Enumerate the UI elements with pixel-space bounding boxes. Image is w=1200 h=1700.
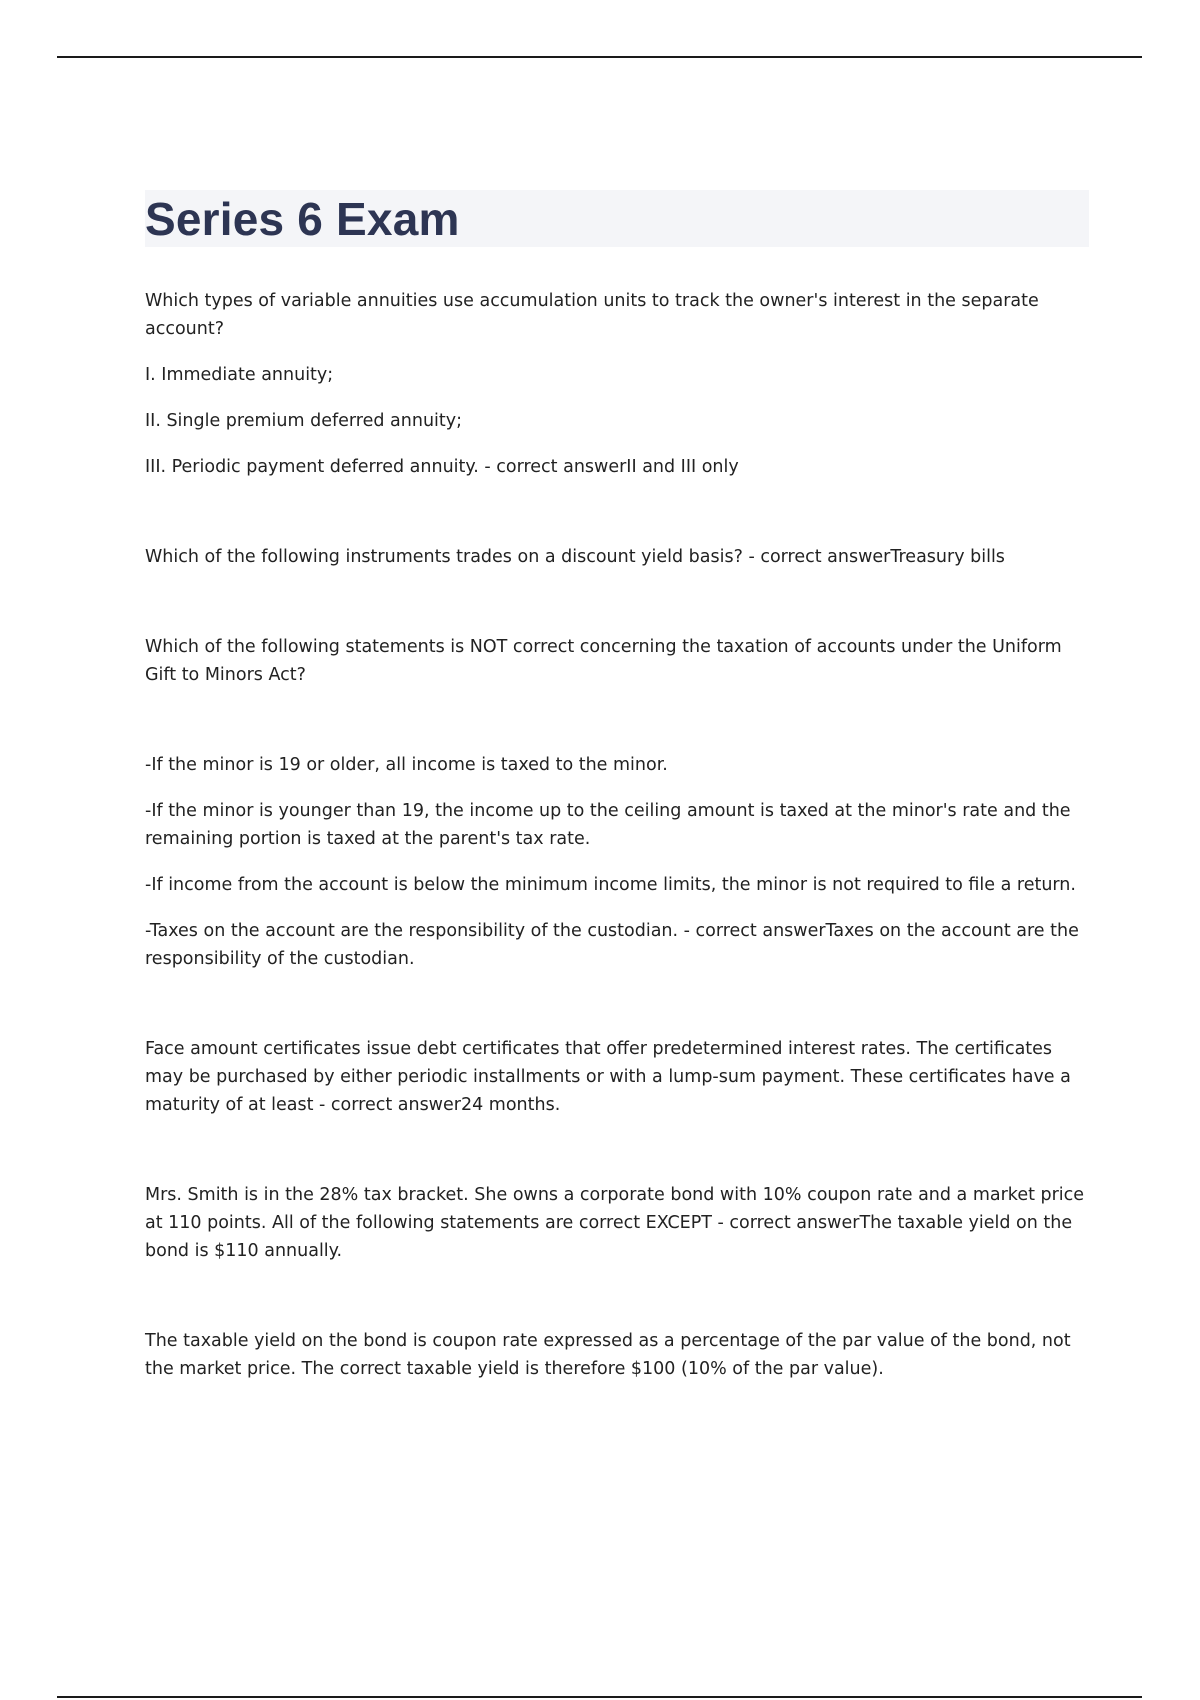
question-3-option-4-answer: -Taxes on the account are the responsibility of the custodian. - correct answerTaxes on the account are the responsibility of the custodian. (145, 921, 1079, 969)
question-1-option-2: II. Single premium deferred annuity; (145, 411, 463, 431)
question-3-option-1: -If the minor is 19 or older, all income is taxed to the minor. (145, 755, 668, 775)
question-1-text: Which types of variable annuities use accumulation units to track the owner's interest in the separate account? (145, 291, 1039, 339)
question-3-option-2: -If the minor is younger than 19, the income up to the ceiling amount is taxed at the minor's rate and the remaining portion is taxed at the parent's tax rate. (145, 801, 1071, 849)
question-2-text: Which of the following instruments trades on a discount yield basis? - correct answerTreasury bills (145, 547, 1005, 567)
question-5-text: Mrs. Smith is in the 28% tax bracket. She owns a corporate bond with 10% coupon rate and a market price at 110 points. All of the following statements are correct EXCEPT - correct answerThe taxable yield on the bond is $110 annually. (145, 1185, 1085, 1261)
title-band (145, 190, 1089, 247)
document-body (145, 190, 1089, 1401)
question-3-option-3: -If income from the account is below the minimum income limits, the minor is not required to file a return. (145, 875, 1076, 895)
question-4-text: Face amount certificates issue debt certificates that offer predetermined interest rates. The certificates may be purchased by either periodic installments or with a lump-sum payment. These certificates have a maturity of at least - correct answer24 months. (145, 1039, 1071, 1115)
question-3-text: Which of the following statements is NOT correct concerning the taxation of accounts under the Uniform Gift to Minors Act? (145, 637, 1062, 685)
bottom-rule (57, 1696, 1142, 1698)
question-5-explanation: The taxable yield on the bond is coupon rate expressed as a percentage of the par value of the bond, not the market price. The correct taxable yield is therefore $100 (10% of the par value). (145, 1331, 1071, 1379)
top-rule (57, 56, 1142, 58)
page-title: Series 6 Exam (145, 192, 460, 245)
question-1-option-1: I. Immediate annuity; (145, 365, 334, 385)
question-1-option-3-answer: III. Periodic payment deferred annuity. - correct answerII and III only (145, 457, 739, 477)
